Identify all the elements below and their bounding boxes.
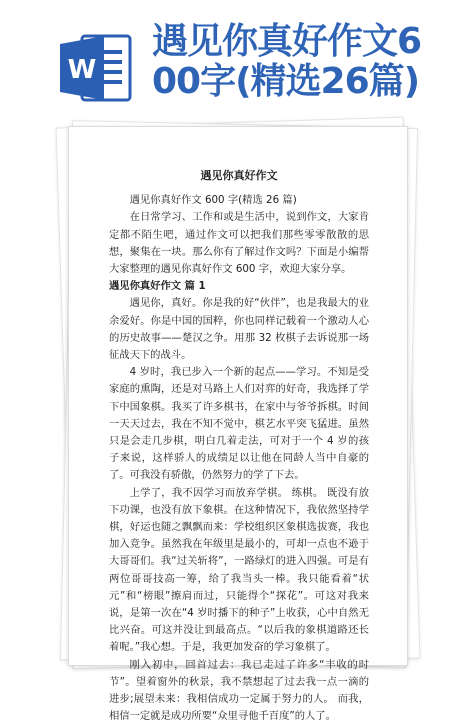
paragraph: 在日常学习、工作和或是生活中，说到作文，大家肯定都不陌生吧，通过作文可以把我们那些零零散散的思想，聚集在一块。那么你有了解过作文吗？下面是小编帮大家整理的遇见你真好作文 600 字，欢迎大家分享。: [109, 211, 369, 276]
paragraph: 4 岁时，我已步入一个新的起点——学习。不知是受家庭的熏陶，还是对马路上人们对弈的好奇，我选择了学下中国象棋。我买了许多棋书，在家中与爷爷拆棋。时间一天天过去，我在不知不觉中，棋艺水平突飞猛进。虽然只是会走几步棋，明白几着走法，可对于一个 4 岁的孩子来说，这样骄人的成绩足以让他在同龄人当中自豪的了。可我没有骄傲，仍然努力的学了下去。: [109, 366, 369, 482]
paragraph: 上学了，我不因学习而放弃学棋。 练棋。 既没有放下功课，也没有放下象棋。在这种情况下，我依然坚持学棋，好运也随之飘飘而来：学校组织区象棋选拔赛，我也加入竞争。虽然我在年级里是最小的，可却一点也不逊于大哥哥们。我“过关斩将”，一路绿灯的进入四强。可是有两位哥哥技高一筹，给了我当头一棒。我只能看着“状元”和“榜眼”擦肩而过，只能得个“探花”。可这对我来说，是第一次在“4 岁时播下的种子”上收获，心中自然无比兴奋。可这并没让到最高点。“以后我的象棋道路还长着呢。”我心想。于是，我更加发奋的学习象棋了。: [109, 486, 369, 654]
section-heading: 遇见你真好作文 篇 1: [109, 280, 206, 293]
paragraph: 遇见你，真好。你是我的好“伙伴”，也是我最大的业余爱好。你是中国的国粹，你也同样记载着一个激动人心的历史故事——楚汉之争。用那 32 枚棋子去诉说那一场征战天下的战斗。: [109, 297, 369, 362]
paragraph: 遇见你真好作文 600 字(精选 26 篇): [129, 194, 297, 207]
word-logo-letter: W: [67, 55, 97, 85]
document-page: [68, 126, 408, 723]
banner-title-line-2: 00字(精选26篇): [152, 61, 420, 102]
word-document-icon: [58, 32, 134, 104]
paragraph: 刚入初中，回首过去：我已走过了许多“丰收的时节”。望着窗外的秋景，我不禁想起了过去我一点一滴的进步;展望未来：我相信成功一定属于努力的人。 而我，相信一定就是成功所要“众里寻他千百度”的人了。: [109, 658, 369, 723]
banner-title-line-1: 遇见你真好作文6: [152, 21, 422, 62]
document-body: [109, 192, 369, 725]
banner-title: [152, 22, 472, 102]
document-title: 遇见你真好作文: [200, 169, 278, 182]
banner: [0, 0, 474, 110]
